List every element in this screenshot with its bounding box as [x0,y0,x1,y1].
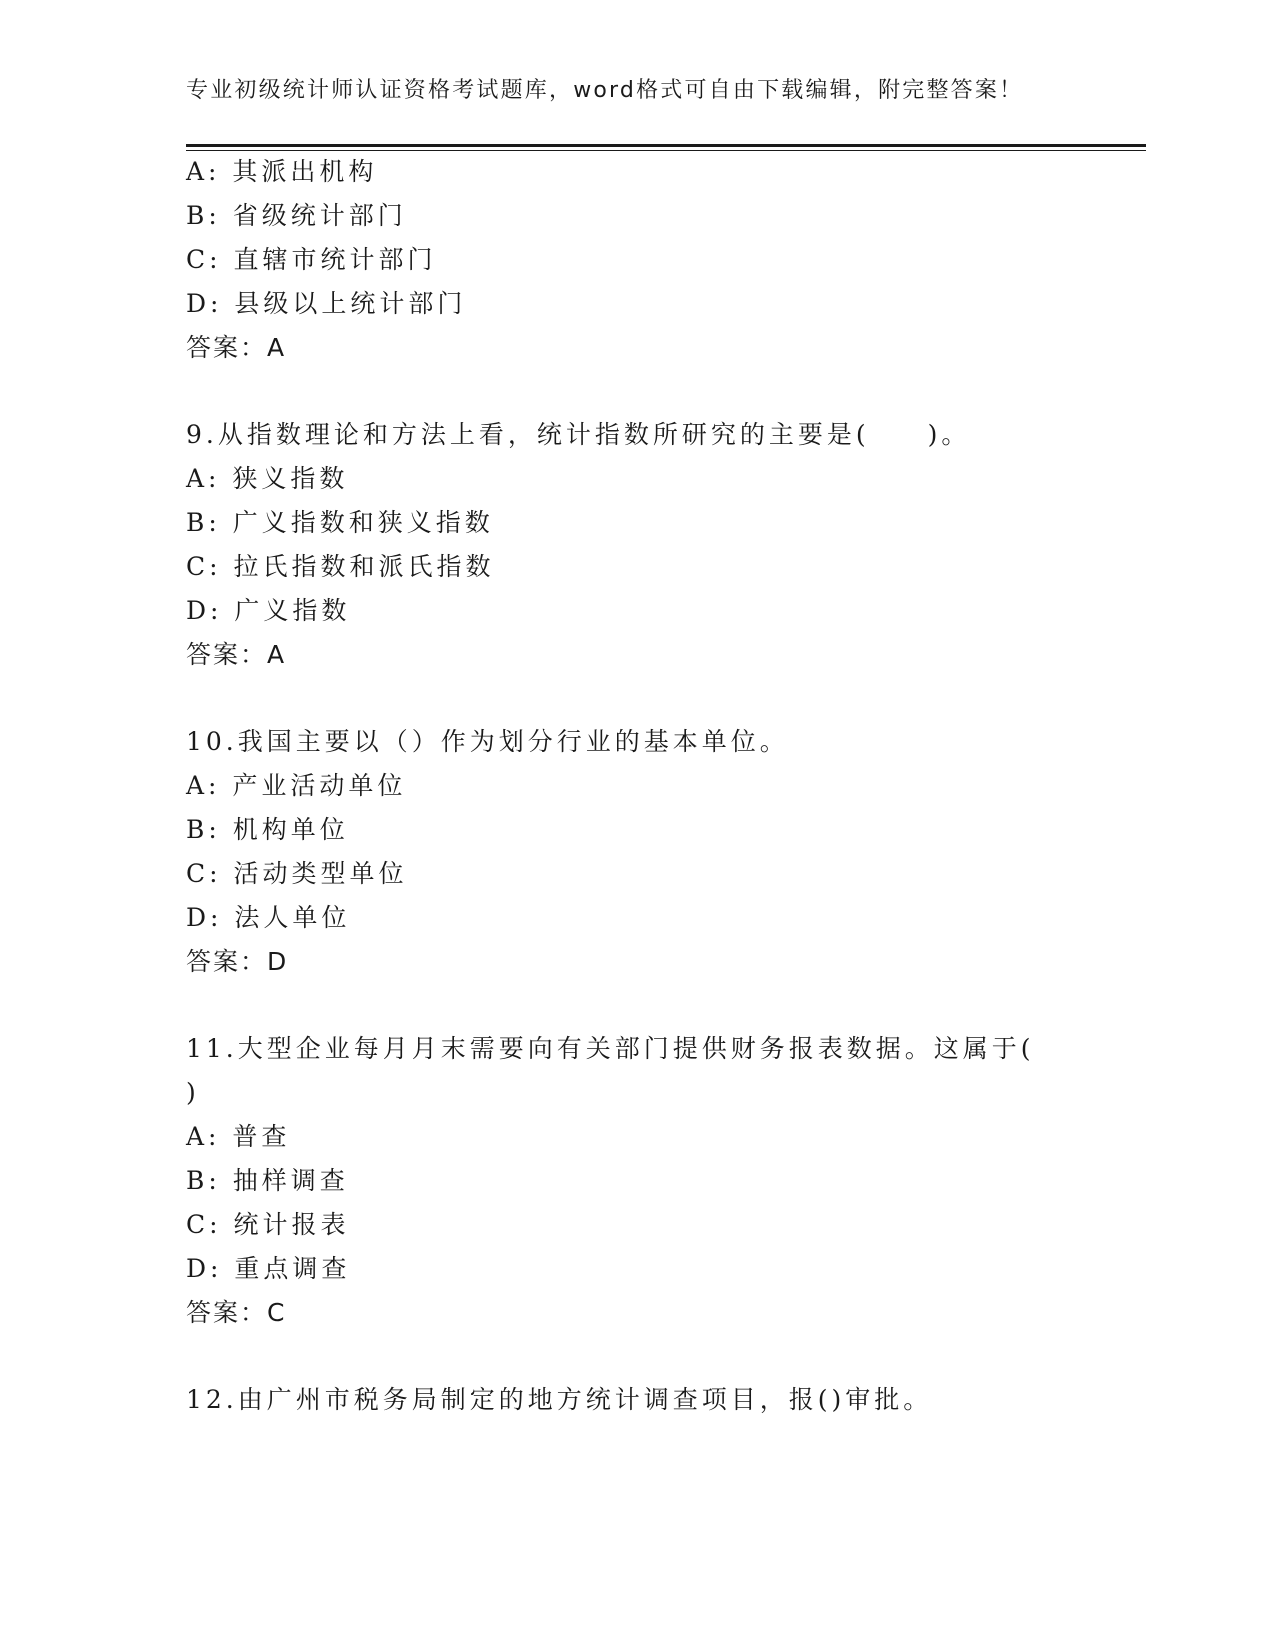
q11-option-c: C: 统计报表 [186,1210,350,1239]
q11-answer: 答案：C [186,1298,287,1327]
q10-option-a: A: 产业活动单位 [186,771,407,800]
q8-answer: 答案：A [186,333,287,362]
q11-option-b: B: 抽样调查 [186,1166,349,1195]
q8-option-a: A: 其派出机构 [186,157,378,186]
q9-option-d: D: 广义指数 [186,596,351,625]
q10-option-d: D: 法人单位 [186,903,351,932]
q10-option-b: B: 机构单位 [186,815,349,844]
q12-question: 12.由广州市税务局制定的地方统计调查项目，报()审批。 [186,1385,933,1414]
q9-option-a: A: 狭义指数 [186,464,349,493]
header-rule-thin [186,150,1146,151]
q9-option-b: B: 广义指数和狭义指数 [186,508,494,537]
q11-question-line2: ) [186,1078,200,1107]
q11-option-a: A: 普查 [186,1122,291,1151]
q8-option-c: C: 直辖市统计部门 [186,245,437,274]
q8-option-b: B: 省级统计部门 [186,201,407,230]
q10-answer: 答案：D [186,947,289,976]
q11-question-line1: 11.大型企业每月月末需要向有关部门提供财务报表数据。这属于( [186,1034,1035,1063]
q8-option-d: D: 县级以上统计部门 [186,289,467,318]
q10-question: 10.我国主要以（）作为划分行业的基本单位。 [186,727,789,756]
q9-question: 9.从指数理论和方法上看，统计指数所研究的主要是( )。 [186,420,971,449]
q9-option-c: C: 拉氏指数和派氏指数 [186,552,495,581]
q9-answer: 答案：A [186,640,287,669]
header-rule-thick [186,144,1146,147]
page-header: 专业初级统计师认证资格考试题库，word格式可自由下载编辑，附完整答案！ [186,78,1024,103]
q10-option-c: C: 活动类型单位 [186,859,408,888]
q11-option-d: D: 重点调查 [186,1254,351,1283]
